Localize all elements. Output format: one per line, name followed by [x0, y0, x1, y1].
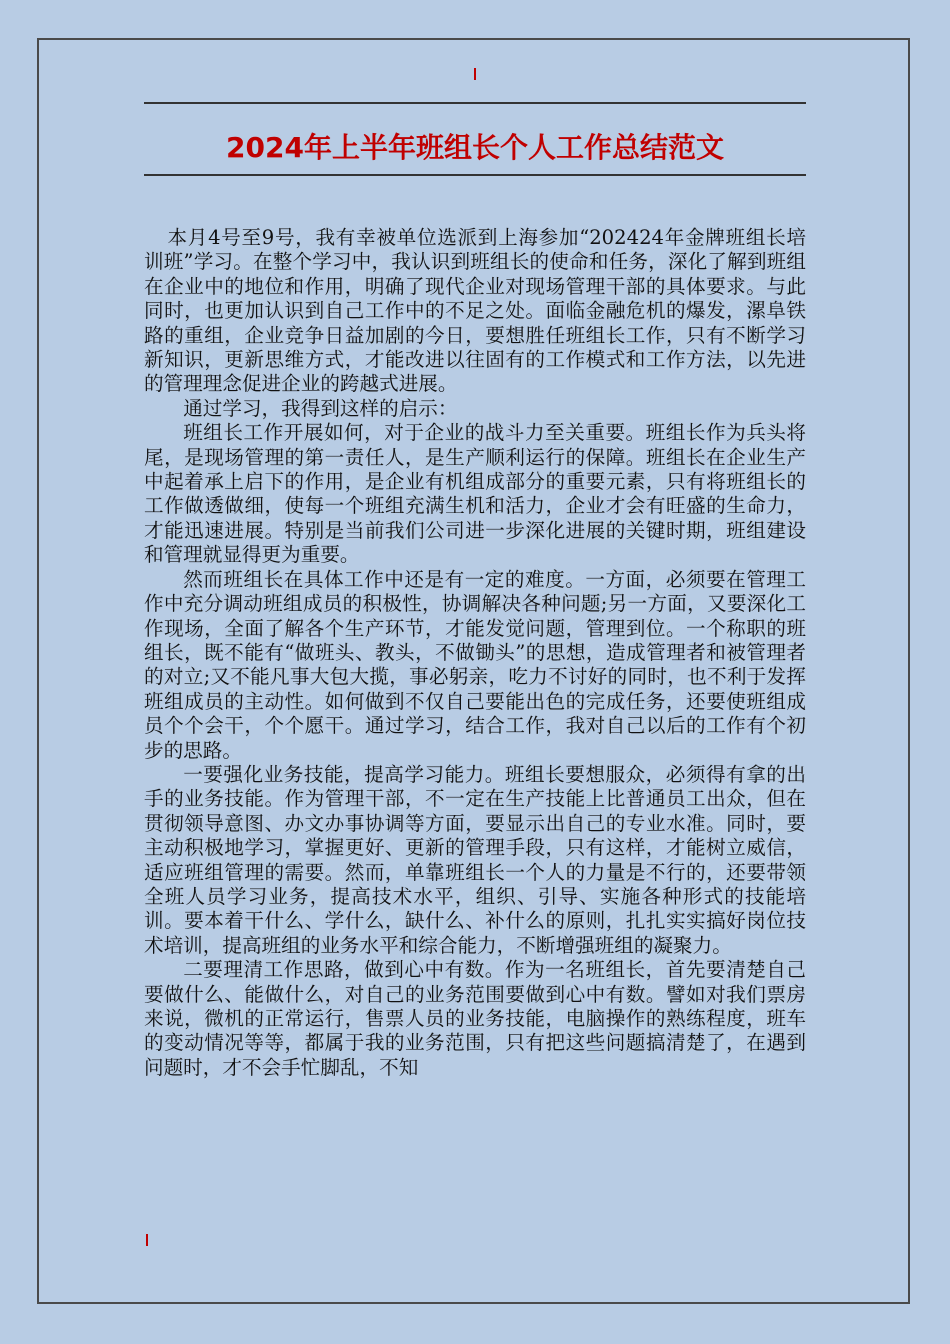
title-bottom-rule	[144, 174, 806, 176]
document-title: 2024年上半年班组长个人工作总结范文	[226, 131, 724, 164]
document-body	[144, 226, 806, 1080]
paragraph-difficulty: 然而班组长在具体工作中还是有一定的难度。一方面，必须要在管理工作中充分调动班组成员的积极性，协调解决各种问题;另一方面，又要深化工作现场，全面了解各个生产环节，才能发觉问题，管理到位。一个称职的班组长，既不能有“做班头、教头，不做锄头”的思想，造成管理者和被管理者的对立;又不能凡事大包大揽，事必躬亲，吃力不讨好的同时，也不利于发挥班组成员的主动性。如何做到不仅自己要能出色的完成任务，还要使班组成员个个会干，个个愿干。通过学习，结合工作，我对自己以后的工作有个初步的思路。	[144, 567, 806, 762]
paragraph-insight-lead: 通过学习，我得到这样的启示：	[183, 396, 458, 420]
paragraph-point-one: 一要强化业务技能，提高学习能力。班组长要想服众，必须得有拿的出手的业务技能。作为管理干部，不一定在生产技能上比普通员工出众，但在贯彻领导意图、办文办事协调等方面，要显示出自己的专业水准。同时，要主动积极地学习，掌握更好、更新的管理手段，只有这样，才能树立威信，适应班组管理的需要。然而，单靠班组长一个人的力量是不行的，还要带领全班人员学习业务，提高技术水平，组织、引导、实施各种形式的技能培训。要本着干什么、学什么，缺什么、补什么的原则，扎扎实实搞好岗位技术培训，提高班组的业务水平和综合能力，不断增强班组的凝聚力。	[144, 762, 806, 957]
footer-cursor-mark	[146, 1234, 148, 1246]
paragraph-importance: 班组长工作开展如何，对于企业的战斗力至关重要。班组长作为兵头将尾，是现场管理的第一责任人，是生产顺利运行的保障。班组长在企业生产中起着承上启下的作用，是企业有机组成部分的重要元素，只有将班组长的工作做透做细，使每一个班组充满生机和活力，企业才会有旺盛的生命力，才能迅速进展。特别是当前我们公司进一步深化进展的关键时期，班组建设和管理就显得更为重要。	[144, 421, 806, 567]
paragraph-point-two: 二要理清工作思路，做到心中有数。作为一名班组长，首先要清楚自己要做什么、能做什么，对自己的业务范围要做到心中有数。譬如对我们票房来说，微机的正常运行，售票人员的业务技能，电脑操作的熟练程度，班车的变动情况等等，都属于我的业务范围，只有把这些问题搞清楚了，在遇到问题时，才不会手忙脚乱，不知	[144, 958, 806, 1079]
header-cursor-mark	[474, 68, 476, 80]
paragraph-intro: 本月4号至9号，我有幸被单位选派到上海参加“202424年金牌班组长培训班”学习。在整个学习中，我认识到班组长的使命和任务，深化了解到班组在企业中的地位和作用，明确了现代企业对现场管理干部的具体要求。与此同时，也更加认识到自己工作中的不足之处。面临金融危机的爆发，漯阜铁路的重组，企业竞争日益加剧的今日，要想胜任班组长工作，只有不断学习新知识，更新思维方式，才能改进以往固有的工作模式和工作方法，以先进的管理理念促进企业的跨越式进展。	[144, 226, 806, 396]
title-top-rule	[144, 102, 806, 104]
